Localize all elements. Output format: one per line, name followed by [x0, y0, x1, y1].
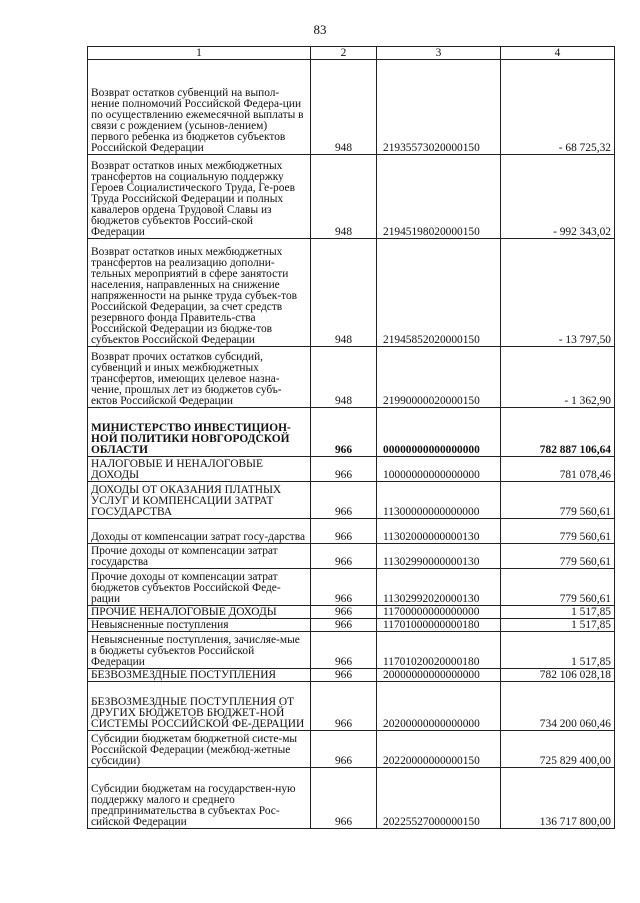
row-name-cell: Доходы от компенсации затрат госу-дарства: [88, 519, 311, 544]
row-name-cell: БЕЗВОЗМЕЗДНЫЕ ПОСТУПЛЕНИЯ ОТ ДРУГИХ БЮДЖЕТОВ БЮДЖЕТ-НОЙ СИСТЕМЫ РОССИЙСКОЙ ФЕ-ДЕРАЦИИ: [88, 682, 311, 731]
table-row: [88, 768, 615, 829]
table-row: [88, 347, 615, 408]
table-row: [88, 408, 615, 457]
table-row: [88, 457, 615, 482]
row-admin-cell: 966: [311, 606, 377, 619]
table-row: [88, 519, 615, 544]
row-name-cell: Прочие доходы от компенсации затрат государства: [88, 544, 311, 569]
row-sum-cell: 779 560,61: [501, 569, 615, 606]
row-admin-cell: 966: [311, 731, 377, 768]
header-col-3: 3: [377, 47, 501, 60]
table-row: [88, 682, 615, 731]
row-code-cell: 00000000000000000: [377, 408, 501, 457]
row-code-cell: 20000000000000000: [377, 669, 501, 682]
row-sum-cell: 782 887 106,64: [501, 408, 615, 457]
row-admin-cell: 966: [311, 768, 377, 829]
row-code-cell: 11300000000000000: [377, 482, 501, 519]
row-admin-cell: 966: [311, 519, 377, 544]
table-row: [88, 544, 615, 569]
row-admin-cell: 966: [311, 632, 377, 669]
row-code-cell: 20220000000000150: [377, 731, 501, 768]
row-admin-cell: 966: [311, 682, 377, 731]
row-admin-cell: 948: [311, 155, 377, 239]
row-sum-cell: 781 078,46: [501, 457, 615, 482]
row-sum-cell: - 68 725,32: [501, 60, 615, 155]
row-admin-cell: 966: [311, 482, 377, 519]
row-name-cell: ПРОЧИЕ НЕНАЛОГОВЫЕ ДОХОДЫ: [88, 606, 311, 619]
row-sum-cell: 782 106 028,18: [501, 669, 615, 682]
table-row: [88, 619, 615, 632]
table-row: [88, 669, 615, 682]
row-sum-cell: - 13 797,50: [501, 239, 615, 347]
row-name-cell: Возврат остатков иных межбюджетных трансфертов на социальную поддержку Героев Социалистического Труда, Ге-роев Труда Российской Федерации и полных кавалеров ордена Трудовой Славы из бюджетов субъектов Россий-ской Федерации: [88, 155, 311, 239]
row-code-cell: 21935573020000150: [377, 60, 501, 155]
row-admin-cell: 948: [311, 60, 377, 155]
row-sum-cell: - 992 343,02: [501, 155, 615, 239]
row-sum-cell: 734 200 060,46: [501, 682, 615, 731]
row-name-cell: ДОХОДЫ ОТ ОКАЗАНИЯ ПЛАТНЫХ УСЛУГ И КОМПЕНСАЦИИ ЗАТРАТ ГОСУДАРСТВА: [88, 482, 311, 519]
row-sum-cell: 779 560,61: [501, 544, 615, 569]
page-number: 83: [313, 22, 327, 37]
row-code-cell: 20225527000000150: [377, 768, 501, 829]
header-col-2: 2: [311, 47, 377, 60]
row-name-cell: БЕЗВОЗМЕЗДНЫЕ ПОСТУПЛЕНИЯ: [88, 669, 311, 682]
row-code-cell: 21990000020000150: [377, 347, 501, 408]
table-row: [88, 731, 615, 768]
row-sum-cell: 779 560,61: [501, 519, 615, 544]
row-admin-cell: 966: [311, 569, 377, 606]
row-code-cell: 11302990000000130: [377, 544, 501, 569]
table-row: [88, 155, 615, 239]
row-name-cell: Невыясненные поступления: [88, 619, 311, 632]
row-admin-cell: 966: [311, 669, 377, 682]
row-code-cell: 11302000000000130: [377, 519, 501, 544]
row-sum-cell: 1 517,85: [501, 619, 615, 632]
row-sum-cell: 136 717 800,00: [501, 768, 615, 829]
row-code-cell: 11701020020000180: [377, 632, 501, 669]
row-name-cell: Возврат остатков иных межбюджетных трансфертов на реализацию дополни-тельных мероприятий в сфере занятости населения, направленных на снижение напряженности на рынке труда субъек-тов Российской Федерации, за счет средств резервного фонда Правитель-ства Российской Федерации из бюдже-тов субъектов Российской Федерации: [88, 239, 311, 347]
row-code-cell: 11701000000000180: [377, 619, 501, 632]
row-admin-cell: 966: [311, 619, 377, 632]
row-name-cell: Субсидии бюджетам на государствен-ную поддержку малого и среднего предпринимательства в субъектах Рос-сийской Федерации: [88, 768, 311, 829]
row-name-cell: Прочие доходы от компенсации затрат бюджетов субъектов Российской Феде-рации: [88, 569, 311, 606]
row-sum-cell: 1 517,85: [501, 632, 615, 669]
row-name-cell: МИНИСТЕРСТВО ИНВЕСТИЦИОН-НОЙ ПОЛИТИКИ НОВГОРОДСКОЙ ОБЛАСТИ: [88, 408, 311, 457]
row-name-cell: Субсидии бюджетам бюджетной систе-мы Российской Федерации (межбюд-жетные субсидии): [88, 731, 311, 768]
table-row: [88, 482, 615, 519]
row-code-cell: 21945852020000150: [377, 239, 501, 347]
table-row: [88, 569, 615, 606]
row-name-cell: Невыясненные поступления, зачисляе-мые в бюджеты субъектов Российской Федерации: [88, 632, 311, 669]
header-col-1: 1: [88, 47, 311, 60]
row-sum-cell: 725 829 400,00: [501, 731, 615, 768]
row-name-cell: НАЛОГОВЫЕ И НЕНАЛОГОВЫЕ ДОХОДЫ: [88, 457, 311, 482]
row-admin-cell: 966: [311, 544, 377, 569]
table-row: [88, 632, 615, 669]
row-sum-cell: - 1 362,90: [501, 347, 615, 408]
table-row: [88, 60, 615, 155]
row-code-cell: 10000000000000000: [377, 457, 501, 482]
revenue-table: [87, 46, 615, 829]
row-code-cell: 11700000000000000: [377, 606, 501, 619]
table-header-row: [88, 47, 615, 60]
row-name-cell: Возврат прочих остатков субсидий, субвенций и иных межбюджетных трансфертов, имеющих целевое назна-чение, прошлых лет из бюджетов субъ-ектов Российской Федерации: [88, 347, 311, 408]
row-code-cell: 20200000000000000: [377, 682, 501, 731]
row-code-cell: 11302992020000130: [377, 569, 501, 606]
row-admin-cell: 948: [311, 239, 377, 347]
row-name-cell: Возврат остатков субвенций на выпол-нение полномочий Российской Федера-ции по осуществлению ежемесячной выплаты в связи с рождением (усынов-лением) первого ребенка из бюджетов субъектов Российской Федерации: [88, 60, 311, 155]
table-row: [88, 239, 615, 347]
table-row: [88, 606, 615, 619]
row-sum-cell: 1 517,85: [501, 606, 615, 619]
row-admin-cell: 948: [311, 347, 377, 408]
row-code-cell: 21945198020000150: [377, 155, 501, 239]
row-sum-cell: 779 560,61: [501, 482, 615, 519]
row-admin-cell: 966: [311, 457, 377, 482]
row-admin-cell: 966: [311, 408, 377, 457]
header-col-4: 4: [501, 47, 615, 60]
